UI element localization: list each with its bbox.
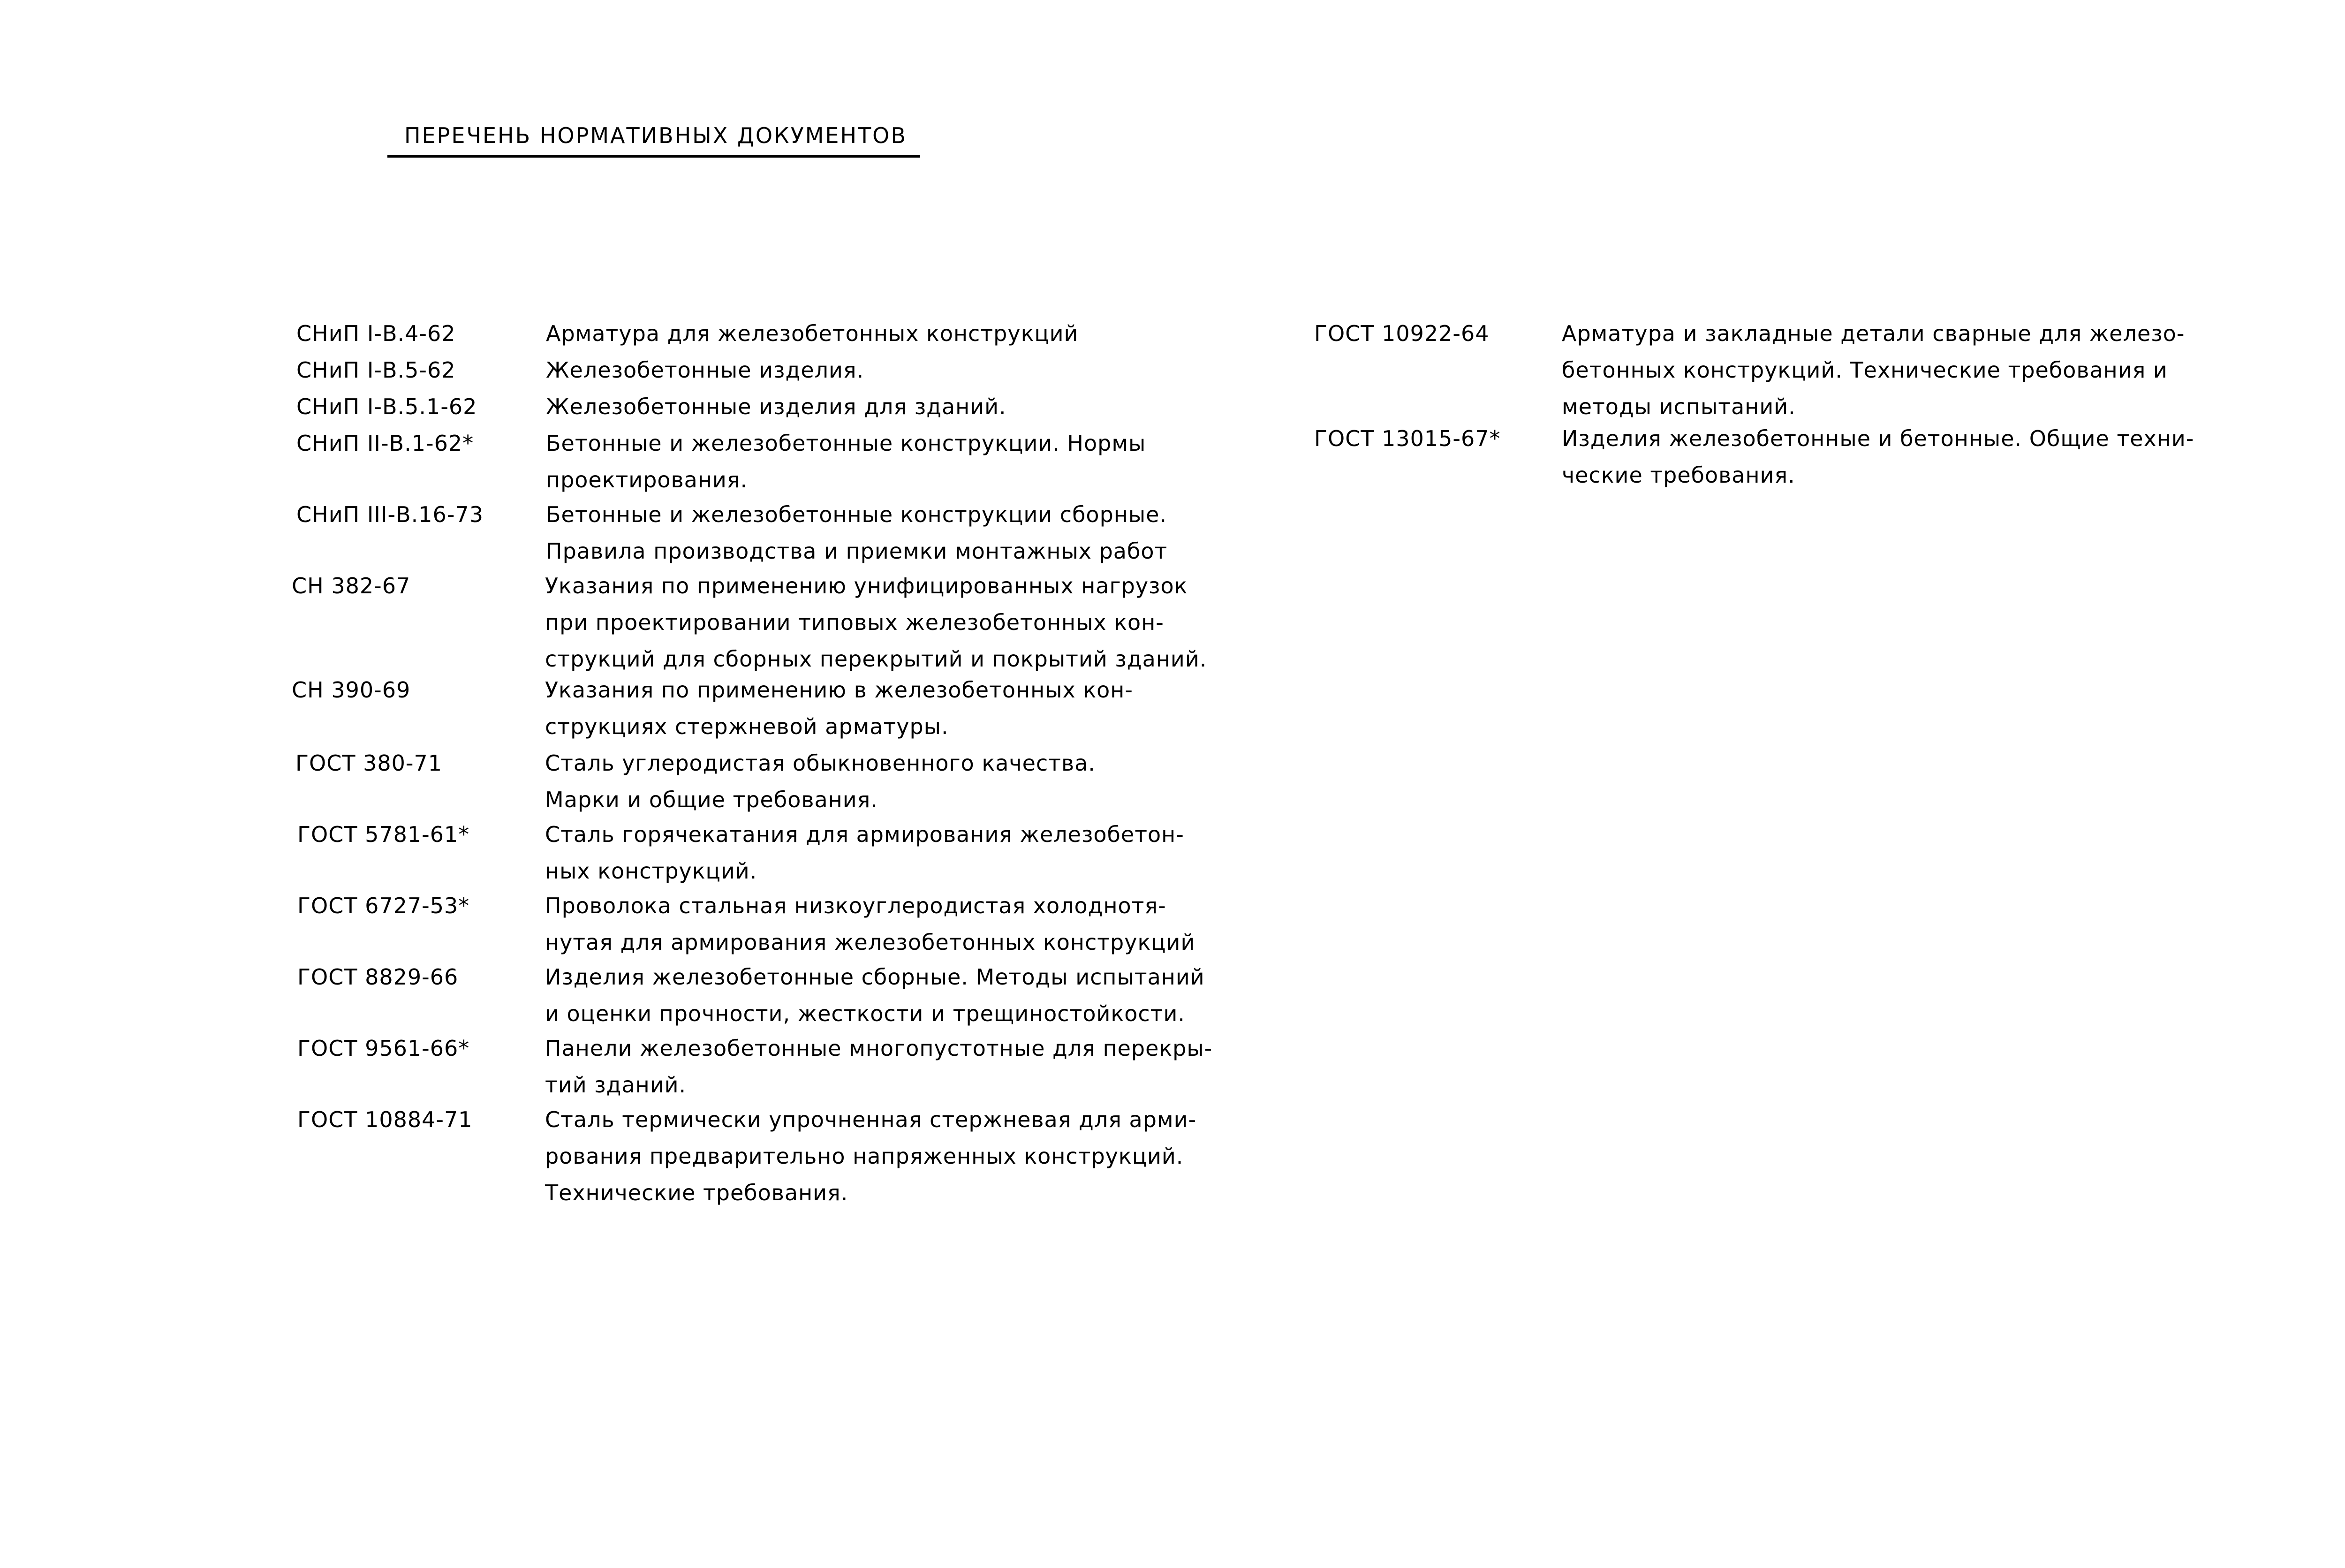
doc-code: ГОСТ 13015-67* — [1314, 426, 1501, 451]
doc-description-line: Указания по применению унифицированных нагрузок — [545, 573, 1188, 598]
doc-description — [545, 745, 1096, 818]
doc-description-line: тий зданий. — [545, 1072, 687, 1098]
doc-description-line: Железобетонные изделия. — [546, 357, 864, 383]
doc-description-line: Железобетонные изделия для зданий. — [546, 394, 1006, 419]
doc-description-line: и оценки прочности, жесткости и трещиностойкости. — [545, 1001, 1185, 1026]
doc-description — [546, 315, 1078, 352]
doc-description-line: Арматура для железобетонных конструкций — [546, 321, 1079, 346]
doc-description-line: Марки и общие требования. — [545, 787, 878, 812]
doc-description — [545, 887, 1195, 961]
doc-code: СНиП II-В.1-62* — [296, 431, 474, 456]
doc-description-line: Бетонные и железобетонные конструкции. Нормы — [546, 431, 1146, 456]
doc-description-line: Указания по применению в железобетонных кон- — [545, 677, 1133, 703]
doc-description-line: Бетонные и железобетонные конструкции сборные. — [546, 502, 1167, 527]
doc-description — [545, 1101, 1196, 1211]
title-underline — [387, 155, 920, 158]
doc-description — [545, 959, 1205, 1032]
doc-description-line: бетонных конструкций. Технические требования и — [1562, 357, 2168, 383]
doc-description-line: проектирования. — [546, 467, 748, 492]
doc-code: ГОСТ 9561-66* — [297, 1036, 470, 1061]
doc-description — [545, 568, 1207, 677]
doc-description-line: ческие требования. — [1562, 462, 1795, 488]
doc-description-line: ных конструкций. — [545, 858, 757, 884]
doc-code: СНиП I-В.5-62 — [296, 357, 456, 383]
doc-description — [546, 425, 1146, 498]
doc-description-line: Проволока стальная низкоуглеродистая холоднотя- — [545, 893, 1166, 918]
doc-description-line: Правила производства и приемки монтажных работ — [546, 538, 1168, 564]
doc-description — [545, 1030, 1212, 1103]
doc-code: ГОСТ 10884-71 — [297, 1107, 473, 1132]
doc-description-line: нутая для армирования железобетонных конструкций — [545, 930, 1195, 955]
doc-description-line: Сталь термически упрочненная стержневая для арми- — [545, 1107, 1197, 1132]
doc-code: ГОСТ 5781-61* — [297, 822, 470, 847]
doc-description-line: Сталь горячекатания для армирования железобетон- — [545, 822, 1184, 847]
doc-description-line: Арматура и закладные детали сварные для железо- — [1562, 321, 2185, 346]
doc-code: СНиП III-В.16-73 — [296, 502, 484, 527]
doc-description — [545, 816, 1184, 889]
doc-description-line: струкциях стержневой арматуры. — [545, 714, 949, 739]
doc-code: ГОСТ 8829-66 — [297, 964, 459, 990]
doc-code: СН 382-67 — [292, 573, 411, 598]
doc-description-line: Изделия железобетонные и бетонные. Общие техни- — [1562, 426, 2194, 451]
doc-description-line: Сталь углеродистая обыкновенного качества. — [545, 750, 1096, 776]
doc-description — [546, 496, 1167, 569]
doc-description-line: Технические требования. — [545, 1180, 848, 1205]
doc-description-line: методы испытаний. — [1562, 394, 1796, 419]
doc-code: ГОСТ 10922-64 — [1314, 321, 1490, 346]
doc-description-line: струкций для сборных перекрытий и покрытий зданий. — [545, 646, 1207, 672]
doc-description — [1562, 420, 2194, 493]
doc-description — [1562, 315, 2185, 425]
doc-description-line: при проектировании типовых железобетонных кон- — [545, 610, 1164, 635]
doc-description — [546, 352, 864, 388]
doc-code: СНиП I-В.5.1-62 — [296, 394, 477, 419]
doc-code: ГОСТ 380-71 — [295, 750, 443, 776]
doc-description-line: Панели железобетонные многопустотные для перекры- — [545, 1036, 1213, 1061]
doc-description — [545, 672, 1133, 745]
page-title: ПЕРЕЧЕНЬ НОРМАТИВНЫХ ДОКУМЕНТОВ — [404, 123, 907, 148]
doc-description — [546, 388, 1006, 425]
doc-code: ГОСТ 6727-53* — [297, 893, 470, 918]
doc-description-line: рования предварительно напряженных конструкций. — [545, 1144, 1184, 1169]
doc-code: СН 390-69 — [292, 677, 411, 703]
doc-code: СНиП I-В.4-62 — [296, 321, 456, 346]
doc-description-line: Изделия железобетонные сборные. Методы испытаний — [545, 964, 1205, 990]
